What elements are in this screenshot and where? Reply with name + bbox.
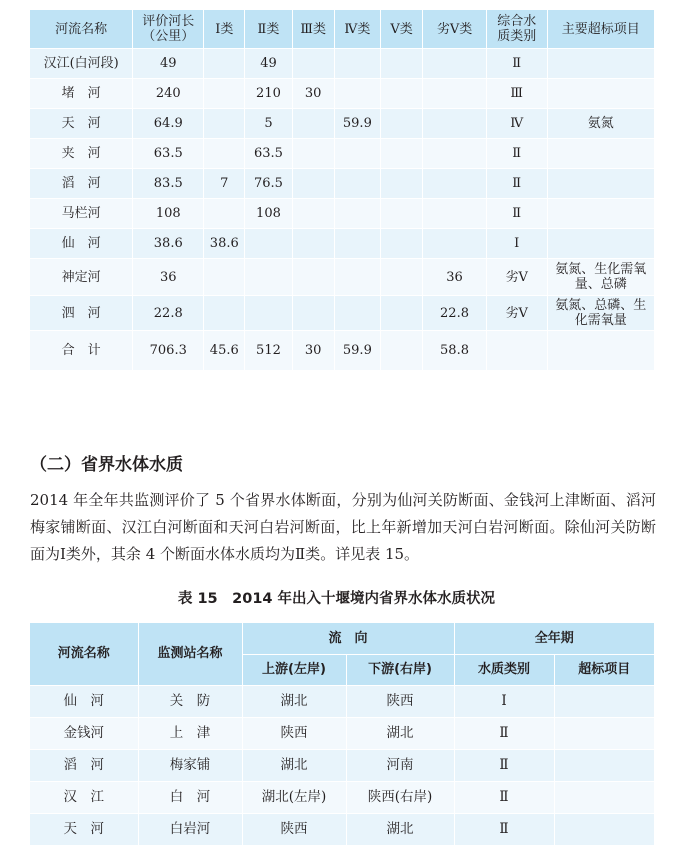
table-cell: 陕西 — [242, 813, 346, 845]
table-cell: 天 河 — [30, 813, 138, 845]
table-cell — [423, 49, 487, 79]
table-cell — [204, 296, 245, 331]
table-cell: 36 — [133, 259, 204, 296]
table-cell — [334, 199, 380, 229]
col-header-river: 河流名称 — [30, 623, 138, 685]
table-cell — [245, 229, 292, 259]
table-cell: 滔 河 — [30, 749, 138, 781]
table-cell: Ⅱ — [454, 813, 554, 845]
table-cell — [334, 229, 380, 259]
body-paragraph: 2014 年全年共监测评价了 5 个省界水体断面，分别为仙河关防断面、金钱河上津断面、滔河梅家铺断面、汉江白河断面和天河白岩河断面，比上年新增加天河白岩河断面。除仙河关防断面为Ⅰ类外，其余 4 个断面水体水质均为Ⅱ类。详见表 15。 — [30, 491, 656, 563]
table-cell — [381, 139, 423, 169]
col-header-worse5: 劣Ⅴ类 — [423, 10, 487, 49]
table-cell: 38.6 — [133, 229, 204, 259]
table-cell: 合 计 — [30, 331, 133, 371]
table-cell: 22.8 — [133, 296, 204, 331]
col-header-river: 河流名称 — [30, 10, 133, 49]
table-total-row — [30, 331, 654, 371]
table-row — [30, 109, 654, 139]
river-quality-table — [30, 10, 654, 371]
table-cell — [292, 169, 334, 199]
col-header-exceed: 主要超标项目 — [547, 10, 654, 49]
table-cell: 氨氮、生化需氧量、总磷 — [547, 259, 654, 296]
table-cell: 劣Ⅴ — [486, 296, 547, 331]
table-cell — [292, 109, 334, 139]
table-cell: 河南 — [346, 749, 454, 781]
table-row — [30, 259, 654, 296]
table-cell — [423, 109, 487, 139]
table-cell — [381, 169, 423, 199]
table-cell — [547, 229, 654, 259]
table-cell: 天 河 — [30, 109, 133, 139]
table-row — [30, 139, 654, 169]
table-cell: 夹 河 — [30, 139, 133, 169]
table-cell: 38.6 — [204, 229, 245, 259]
table-cell: 滔 河 — [30, 169, 133, 199]
table-cell: 49 — [133, 49, 204, 79]
table-row — [30, 717, 654, 749]
table-cell — [423, 79, 487, 109]
col-header-upstream: 上游(左岸) — [242, 654, 346, 685]
table-cell: 76.5 — [245, 169, 292, 199]
table-cell: 金钱河 — [30, 717, 138, 749]
table-cell: Ⅲ — [486, 79, 547, 109]
table-cell — [204, 79, 245, 109]
table-cell — [381, 296, 423, 331]
table-cell — [245, 296, 292, 331]
table-cell — [381, 331, 423, 371]
table-cell: Ⅱ — [454, 717, 554, 749]
table-cell: 仙 河 — [30, 685, 138, 717]
table-cell: 22.8 — [423, 296, 487, 331]
table-cell: 神定河 — [30, 259, 133, 296]
table-cell: 梅家铺 — [138, 749, 242, 781]
section-title: （二）省界水体水质 — [30, 455, 183, 475]
table-cell: Ⅱ — [454, 781, 554, 813]
table-cell — [381, 199, 423, 229]
table-cell: 氨氮、总磷、生化需氧量 — [547, 296, 654, 331]
table-cell — [547, 139, 654, 169]
table-cell: 马栏河 — [30, 199, 133, 229]
table-cell — [204, 49, 245, 79]
table-header-row — [30, 623, 654, 654]
table-cell — [292, 139, 334, 169]
table-row — [30, 169, 654, 199]
table-cell — [334, 296, 380, 331]
table-cell: 58.8 — [423, 331, 487, 371]
table-cell: 64.9 — [133, 109, 204, 139]
table-cell — [423, 229, 487, 259]
col-header-class5: Ⅴ类 — [381, 10, 423, 49]
table-cell: Ⅱ — [486, 169, 547, 199]
table-cell: 陕西 — [346, 685, 454, 717]
table-cell: 63.5 — [133, 139, 204, 169]
table-cell — [547, 49, 654, 79]
table-cell: 湖北 — [242, 685, 346, 717]
table-cell — [547, 331, 654, 371]
table-cell: 关 防 — [138, 685, 242, 717]
table-cell: 白岩河 — [138, 813, 242, 845]
table-cell — [423, 199, 487, 229]
table-cell — [547, 79, 654, 109]
table-cell — [334, 49, 380, 79]
table-cell — [554, 813, 654, 845]
table-cell: 49 — [245, 49, 292, 79]
table-cell — [334, 259, 380, 296]
table-cell: 湖北 — [242, 749, 346, 781]
table-cell — [423, 169, 487, 199]
table-cell — [381, 259, 423, 296]
table-cell — [292, 199, 334, 229]
table-cell: 7 — [204, 169, 245, 199]
table-cell — [554, 749, 654, 781]
table-cell — [204, 259, 245, 296]
table-cell: 5 — [245, 109, 292, 139]
table-row — [30, 813, 654, 845]
col-header-class1: Ⅰ类 — [204, 10, 245, 49]
table-cell — [554, 781, 654, 813]
table-caption: 表 15 2014 年出入十堰境内省界水体水质状况 — [177, 591, 496, 607]
table-cell — [423, 139, 487, 169]
table-header-row — [30, 10, 654, 49]
table-cell: Ⅰ — [454, 685, 554, 717]
table-cell — [204, 199, 245, 229]
table-row — [30, 296, 654, 331]
table-row — [30, 749, 654, 781]
col-header-station: 监测站名称 — [138, 623, 242, 685]
table-cell — [334, 139, 380, 169]
table-cell: 108 — [133, 199, 204, 229]
table-cell — [245, 259, 292, 296]
table-cell: 汉江(白河段) — [30, 49, 133, 79]
border-water-quality-table — [30, 623, 654, 846]
table-cell — [381, 229, 423, 259]
table-cell: 59.9 — [334, 109, 380, 139]
table-cell — [334, 169, 380, 199]
table-cell — [486, 331, 547, 371]
table-row — [30, 79, 654, 109]
table-cell — [292, 49, 334, 79]
col-header-flow: 流 向 — [242, 623, 454, 654]
table-cell: 30 — [292, 331, 334, 371]
table-cell: 45.6 — [204, 331, 245, 371]
table-cell: 仙 河 — [30, 229, 133, 259]
table-cell: Ⅱ — [454, 749, 554, 781]
table-cell: 上 津 — [138, 717, 242, 749]
col-header-quality: 水质类别 — [454, 654, 554, 685]
col-header-downstream: 下游(右岸) — [346, 654, 454, 685]
table-cell: 氨氮 — [547, 109, 654, 139]
table-cell — [292, 229, 334, 259]
table-cell: 706.3 — [133, 331, 204, 371]
table-cell: 36 — [423, 259, 487, 296]
col-header-class4: Ⅳ类 — [334, 10, 380, 49]
table-cell: 240 — [133, 79, 204, 109]
col-header-class3: Ⅲ类 — [292, 10, 334, 49]
table-cell — [204, 139, 245, 169]
table-cell: 陕西(右岸) — [346, 781, 454, 813]
table-cell — [204, 109, 245, 139]
table-cell: Ⅰ — [486, 229, 547, 259]
table-row — [30, 781, 654, 813]
table-cell: 堵 河 — [30, 79, 133, 109]
table-cell — [334, 79, 380, 109]
col-header-overall: 综合水质类别 — [486, 10, 547, 49]
table-cell: 白 河 — [138, 781, 242, 813]
table-cell: 63.5 — [245, 139, 292, 169]
table-cell: Ⅱ — [486, 199, 547, 229]
table-cell: 陕西 — [242, 717, 346, 749]
table-cell: 汉 江 — [30, 781, 138, 813]
col-header-year: 全年期 — [454, 623, 654, 654]
table-row — [30, 685, 654, 717]
table-cell: Ⅱ — [486, 49, 547, 79]
table-cell: 83.5 — [133, 169, 204, 199]
table-cell — [292, 259, 334, 296]
col-header-class2: Ⅱ类 — [245, 10, 292, 49]
table-cell: 劣Ⅴ — [486, 259, 547, 296]
table-cell — [381, 79, 423, 109]
table-cell — [381, 109, 423, 139]
table-cell: 湖北 — [346, 813, 454, 845]
table-cell: 59.9 — [334, 331, 380, 371]
table-cell: 512 — [245, 331, 292, 371]
col-header-length: 评价河长（公里） — [133, 10, 204, 49]
table-cell — [554, 717, 654, 749]
table-row — [30, 199, 654, 229]
table-cell: Ⅳ — [486, 109, 547, 139]
table-cell — [554, 685, 654, 717]
col-header-exceed: 超标项目 — [554, 654, 654, 685]
table-cell: 30 — [292, 79, 334, 109]
table-row — [30, 229, 654, 259]
table-row — [30, 49, 654, 79]
table-cell — [547, 199, 654, 229]
table-cell: 210 — [245, 79, 292, 109]
table-cell: 泗 河 — [30, 296, 133, 331]
table-cell — [547, 169, 654, 199]
table-cell: 湖北(左岸) — [242, 781, 346, 813]
table-cell: Ⅱ — [486, 139, 547, 169]
table-cell — [381, 49, 423, 79]
table-cell: 湖北 — [346, 717, 454, 749]
table-cell — [292, 296, 334, 331]
table-cell: 108 — [245, 199, 292, 229]
